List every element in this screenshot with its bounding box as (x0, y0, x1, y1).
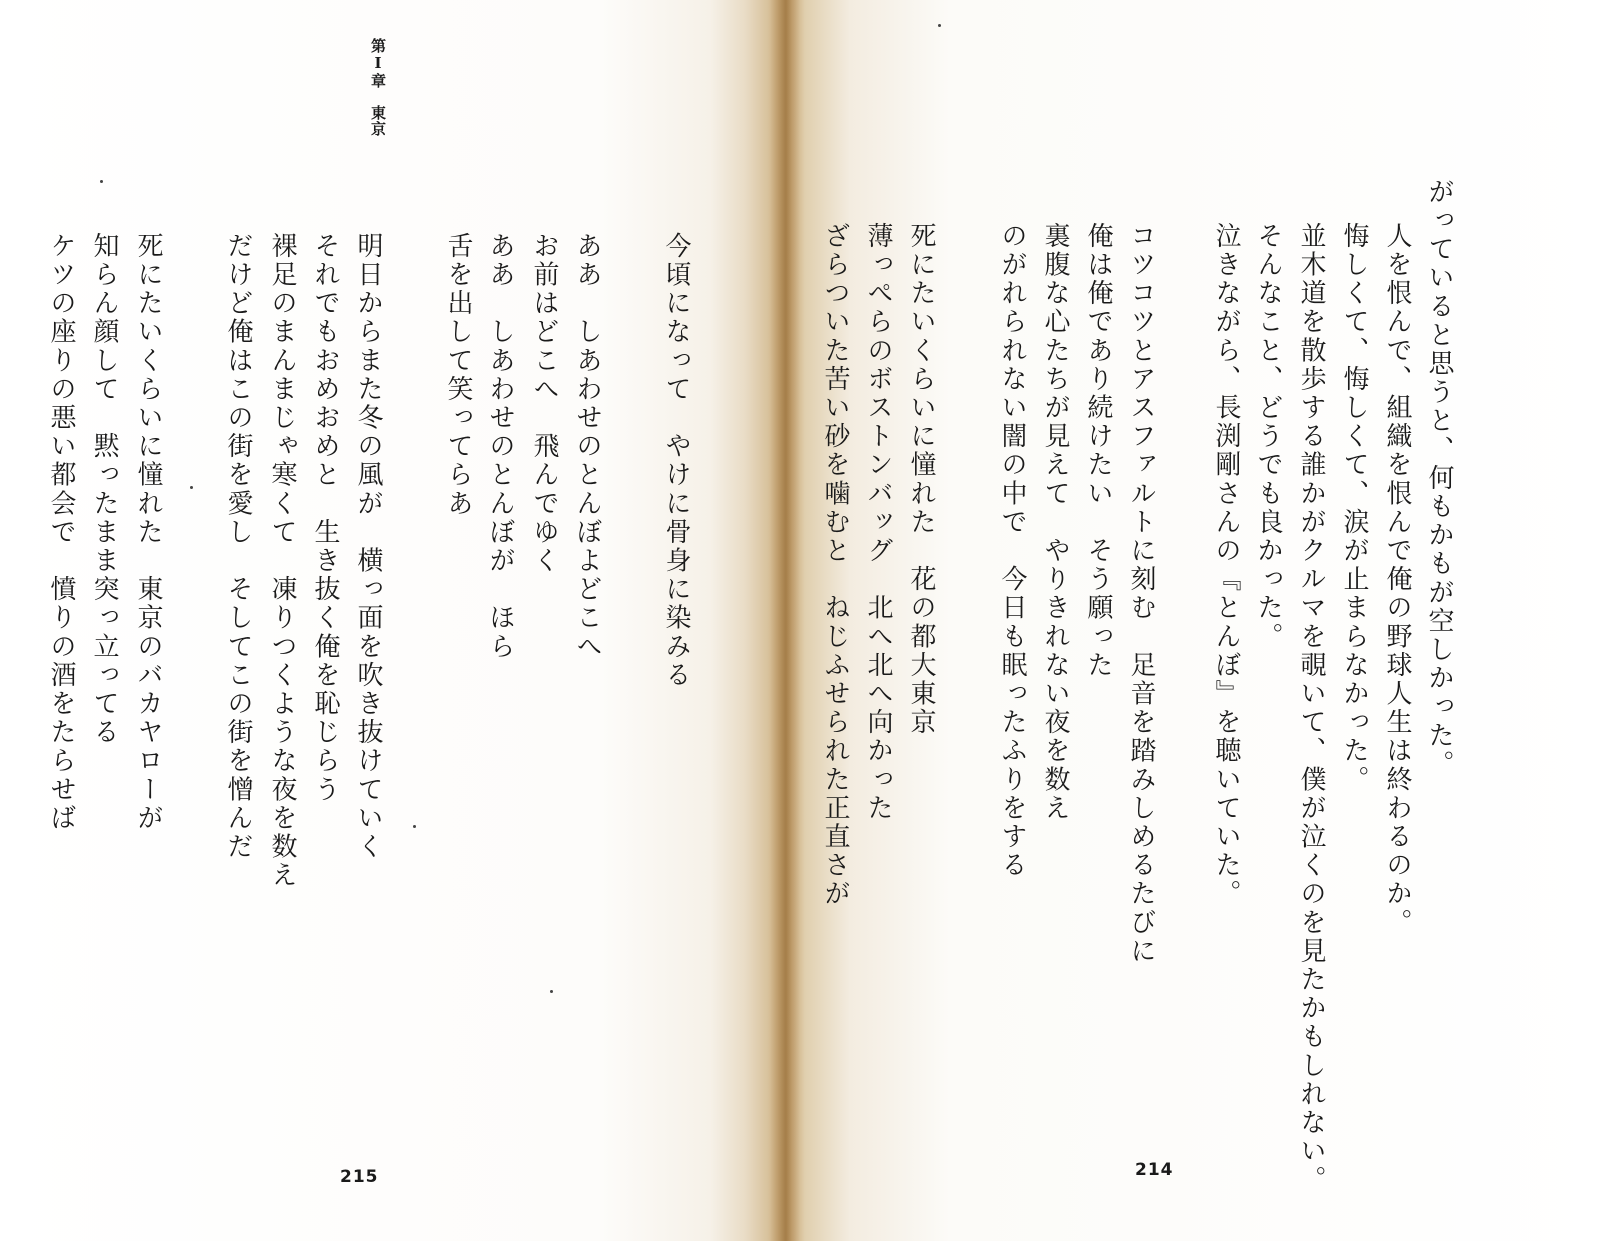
verse-line: 今頃になって やけに骨身に染みる (661, 232, 691, 690)
running-head: 第Ⅰ章 東京 (369, 38, 387, 137)
verse-line: のがれられない闇の中で 今日も眠ったふりをする (997, 222, 1027, 880)
verse-line: ああ しあわせのとんぼが ほら (485, 232, 515, 661)
verse-line: お前はどこへ 飛んでゆく (529, 232, 559, 576)
prose-line: そんなこと、どうでも良かった。 (1253, 222, 1283, 651)
prose-line: 悔しくて、悔しくて、涙が止まらなかった。 (1339, 222, 1369, 794)
verse-line: 俺は俺であり続けたい そう願った (1083, 222, 1113, 680)
verse-line: 死にたいくらいに憧れた 東京のバカヤローが (133, 232, 163, 833)
right-page (790, 0, 1600, 1241)
verse-line: 明日からまた冬の風が 横っ面を吹き抜けていく (353, 232, 383, 862)
prose-line: 人を恨んで、組織を恨んで俺の野球人生は終わるのか。 (1382, 222, 1412, 937)
paper-speck (100, 180, 103, 183)
verse-line: 知らん顔して 黙ったまま突っ立ってる (89, 232, 119, 747)
verse-line: それでもおめおめと 生き抜く俺を恥じらう (310, 232, 340, 804)
paper-speck (938, 24, 941, 27)
verse-line: ざらついた苦い砂を噛むと ねじふせられた正直さが (820, 222, 850, 909)
verse-line: 薄っぺらのボストンバッグ 北へ北へ向かった (863, 222, 893, 823)
verse-line: 裏腹な心たちが見えて やりきれない夜を数え (1040, 222, 1070, 823)
verse-line: だけど俺はこの街を愛し そしてこの街を憎んだ (223, 232, 253, 862)
prose-line: がっていると思うと、何もかもが空しかった。 (1424, 178, 1454, 779)
page-number: 214 (1135, 1160, 1174, 1180)
paper-speck (190, 486, 193, 489)
verse-line: 死にたいくらいに憧れた 花の都大東京 (906, 222, 936, 737)
paper-speck (550, 990, 553, 993)
verse-line: 裸足のまんまじゃ寒くて 凍りつくような夜を数え (267, 232, 297, 890)
prose-line: 並木道を散歩する誰かがクルマを覗いて、僕が泣くのを見たかもしれない。 (1296, 222, 1326, 1195)
page-number: 215 (340, 1167, 379, 1187)
verse-line: コツコツとアスファルトに刻む 足音を踏みしめるたびに (1126, 222, 1156, 966)
left-page (0, 0, 780, 1241)
verse-line: ケツの座りの悪い都会で 憤りの酒をたらせば (46, 232, 76, 833)
paper-speck (413, 825, 416, 828)
verse-line: 舌を出して笑ってらあ (443, 232, 473, 518)
verse-line: ああ しあわせのとんぼよどこへ (572, 232, 602, 661)
prose-line: 泣きながら、長渕剛さんの『とんぼ』を聴いていた。 (1211, 222, 1241, 909)
